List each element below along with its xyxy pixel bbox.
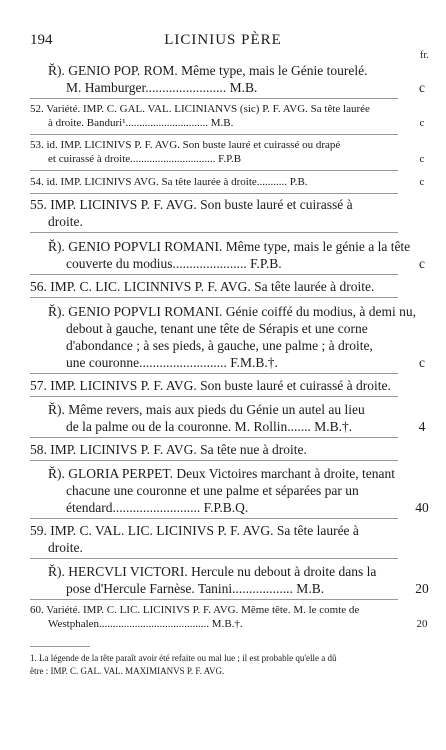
price-value: c xyxy=(419,153,425,165)
entry-line: 53. id. IMP. LICINIVS P. F. AVG. Son buste lauré et cuirassé ou drapé xyxy=(30,139,341,151)
footnote xyxy=(30,652,430,678)
entry-line: 52. Variété. IMP. C. GAL. VAL. LICINIANVS (sic) P. F. AVG. Sa tête laurée xyxy=(30,103,370,115)
price-value: 20 xyxy=(415,581,429,596)
entry-line: 58. IMP. LICINIVS P. F. AVG. Sa tête nue à droite. xyxy=(30,442,307,457)
entry-line: de la palme ou de la couronne. M. Rollin....... M.B.†. xyxy=(66,419,353,434)
divider xyxy=(30,274,398,275)
entry-line: 54. id. IMP. LICINIVS AVG. Sa tête laurée à droite........... P.B. xyxy=(30,176,308,188)
entry-line: d'abondance ; à ses pieds, à gauche, une palme ; à droite, xyxy=(66,338,373,353)
entry-line: 56. IMP. C. LIC. LICINNIVS P. F. AVG. Sa tête laurée à droite. xyxy=(30,279,375,294)
entry-line: 57. IMP. LICINIVS P. F. AVG. Son buste lauré et cuirassé à droite. xyxy=(30,378,391,393)
catalog-entry xyxy=(30,138,398,166)
page-number: 194 xyxy=(30,32,53,48)
divider xyxy=(30,297,398,298)
divider xyxy=(30,373,398,374)
entry-line: pose d'Hercule Farnèse. Tanini.................. M.B. xyxy=(66,581,325,596)
entry-line: 55. IMP. LICINIVS P. F. AVG. Son buste lauré et cuirassé à xyxy=(30,197,353,212)
catalog-entry xyxy=(30,441,398,458)
price-value: c xyxy=(419,80,425,95)
catalog-entry xyxy=(30,563,416,597)
divider xyxy=(30,232,398,233)
entry-line: droite. xyxy=(48,540,83,555)
entry-line: Ř). Même revers, mais aux pieds du Génie un autel au lieu xyxy=(48,402,365,417)
catalog-entry xyxy=(30,377,398,394)
catalog-entry xyxy=(30,175,398,189)
divider xyxy=(30,98,398,99)
entry-line: couverte du modius...................... F.P.B. xyxy=(66,256,282,271)
entry-line: et cuirassé à droite............................... F.P.B xyxy=(48,153,242,165)
running-title: LICINIUS PÈRE xyxy=(164,32,282,48)
entry-line: une couronne.......................... F.M.B.†. xyxy=(66,355,278,370)
divider xyxy=(30,134,398,135)
catalog-entry xyxy=(30,465,416,516)
price-value: c xyxy=(419,117,425,129)
price-value: 40 xyxy=(415,500,429,515)
price-column-label: fr. xyxy=(420,50,429,61)
entry-line: debout à gauche, tenant une tête de Sérapis et une corne xyxy=(66,321,368,336)
entry-line: 59. IMP. C. VAL. LIC. LICINIVS P. F. AVG. Sa tête laurée à xyxy=(30,523,359,538)
footnote-line: être : IMP. C. GAL. VAL. MAXIMIANVS P. F. AVG. xyxy=(30,666,225,676)
catalog-entry xyxy=(30,303,416,371)
page-header xyxy=(0,32,446,61)
entry-line: Ř). GENIO POPVLI ROMANI. Même type, mais le génie a la tête xyxy=(48,239,411,254)
entry-line: 60. Variété. IMP. C. LIC. LICINIVS P. F. AVG. Même tête. M. le comte de xyxy=(30,604,360,616)
divider xyxy=(30,396,398,397)
price-value: 4 xyxy=(418,419,426,434)
price-value: c xyxy=(419,256,425,271)
entry-line: à droite. Banduri¹.............................. M.B. xyxy=(48,117,234,129)
footnote-line: 1. La légende de la tête paraît avoir été refaite ou mal lue ; il est probable qu'elle a dû xyxy=(30,653,337,663)
entry-line: étendard.......................... F.P.B.Q. xyxy=(66,500,249,515)
catalog-entry xyxy=(30,278,398,295)
entry-line: Ř). GENIO POPVLI ROMANI. Génie coiffé du modius, à demi nu, xyxy=(48,304,416,319)
entry-line: Ř). GLORIA PERPET. Deux Victoires marchant à droite, tenant xyxy=(48,466,395,481)
entry-line: chacune une couronne et une palme et séparées par un xyxy=(66,483,359,498)
divider xyxy=(30,170,398,171)
divider xyxy=(30,518,398,519)
price-value: c xyxy=(419,355,425,370)
entry-line: Ř). GENIO POP. ROM. Même type, mais le Génie tourelé. xyxy=(48,63,368,78)
price-value: c xyxy=(419,176,425,188)
catalog-entry xyxy=(30,196,398,230)
catalog-entry xyxy=(30,401,416,435)
catalog-entry xyxy=(30,603,398,631)
entry-line: Ř). HERCVLI VICTORI. Hercule nu debout à droite dans la xyxy=(48,564,377,579)
divider xyxy=(30,599,398,600)
catalog-entry xyxy=(30,62,416,96)
entry-line: M. Hamburger........................ M.B. xyxy=(66,80,258,95)
divider xyxy=(30,558,398,559)
price-value: 20 xyxy=(416,618,428,630)
divider xyxy=(30,460,398,461)
divider xyxy=(30,437,398,438)
catalog-entry xyxy=(30,238,416,272)
catalog-entry xyxy=(30,102,398,130)
divider xyxy=(30,193,398,194)
entry-line: Westphalen........................................ M.B.†. xyxy=(48,618,243,630)
entry-line: droite. xyxy=(48,214,83,229)
catalog-entry xyxy=(30,522,398,556)
footnote-rule xyxy=(30,646,90,647)
